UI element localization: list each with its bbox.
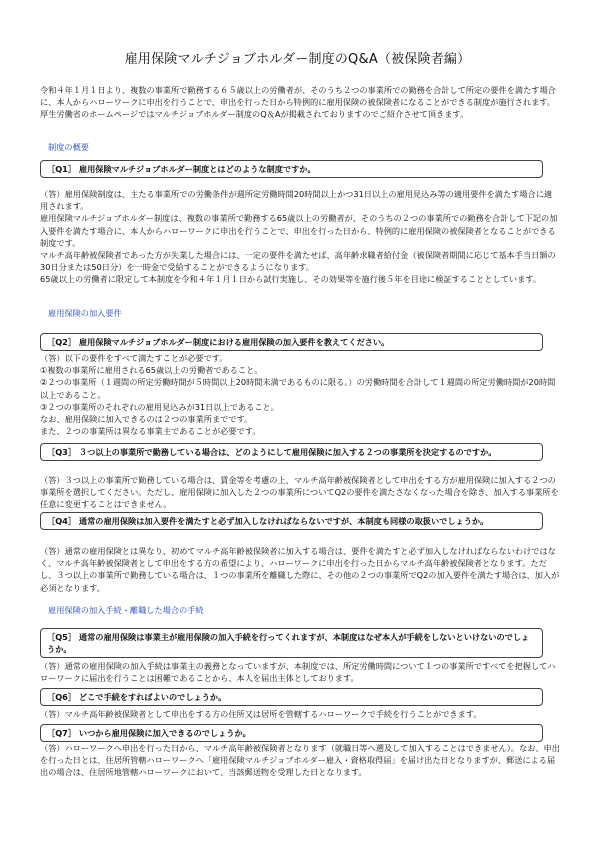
question-box-q2 [40, 333, 543, 351]
question-box-q3 [40, 443, 543, 461]
question-box-q5 [40, 628, 543, 658]
question-q5: ［Q5］ 通常の雇用保険は事業主が雇用保険の加入手続を行ってくれますが、本制度はなぜ本人が手続をしないといけないのでしょうか。 [47, 632, 530, 654]
section-heading-procedures: 雇用保険の加入手続・離職した場合の手続 [48, 605, 204, 615]
question-box-q1 [40, 160, 543, 178]
question-q6: ［Q6］ どこで手続をすればよいのでしょうか。 [47, 692, 227, 702]
section-heading-overview: 制度の概要 [48, 142, 89, 152]
page-title: 雇用保険マルチジョブホルダー制度のQ&A（被保険者編） [124, 52, 471, 67]
question-box-q4 [40, 512, 543, 530]
answer-a3: （答）３つ以上の事業所で勤務している場合は、賃金等を考慮の上、マルチ高年齢被保険者として申出をする方が雇用保険に加入する２つの事業所を選択してください。ただし、雇用保険に加入した２つの事業所についてQ2の要件を満たさなくなった場合を除き、加入する事業所を任意に変更することはできません。 [40, 475, 559, 510]
question-q3: ［Q3］ ３つ以上の事業所で勤務している場合は、どのようにして雇用保険に加入する２つの事業所を決定するのですか。 [47, 447, 497, 457]
answer-a6: （答）マルチ高年齢被保険者として申出をする方の住所又は居所を管轄するハローワークで手続を行うことができます。 [40, 709, 482, 719]
question-box-q7 [40, 724, 543, 742]
question-q7: ［Q7］ いつから雇用保険に加入できるのでしょうか。 [47, 728, 251, 738]
answer-a4: （答）通常の雇用保険とは異なり、初めてマルチ高年齢被保険者に加入する場合は、要件を満たすと必ず加入しなければならないわけではなく、マルチ高年齢被保険者として申出をする方の希望により、ハローワークに申出を行った日からマルチ高年齢被保険者となります。ただし、３つ以上の事業所で勤務している場合は、１つの事業所を離職した際に、その他の２つの事業所でQ2の加入要件を満たす場合は、加入が必須となります。 [40, 546, 560, 593]
answer-a1: （答）雇用保険制度は、主たる事業所での労働条件が週所定労働時間20時間以上かつ31日以上の雇用見込み等の適用要件を満たす場合に適用されます。 雇用保険マルチジョブホルダー制度は、複数の事業所で勤務する65歳以上の労働者が、そのうちの２つの事業所での勤務を合計して下記の加入要件を満たす場合に、本人からハローワークに申出を行うことで、申出を行った日から、特例的に雇用保険の被保険者となることができる制度です。 マルチ高年齢被保険者であった方が失業した場合には、一定の要件を満たせば、高年齢求職者給付金（被保険者期間に応じて基本手当日額の30日分または50日分）を一時金で受給することができるようになります。 65歳以上の労働者に限定して本制度を令和４年１月１日から試行実施し、その効果等を施行後５年を目途に検証することとしています。 [40, 189, 558, 285]
intro-paragraph: 令和４年１月１日より、複数の事業所で勤務する６５歳以上の労働者が、そのうち２つの事業所での勤務を合計して所定の要件を満たす場合に、本人からハローワークに申出を行うことで、申出を行った日から特例的に雇用保険の被保険者になることができる制度が施行されます。厚生労働省のホームページではマルチジョブホルダー制度のQ＆Aが掲載されておりますのでご紹介させて頂きます。 [40, 85, 556, 120]
question-box-q6 [40, 688, 543, 706]
question-q2: ［Q2］ 雇用保険マルチジョブホルダー制度における雇用保険の加入要件を教えてください。 [47, 337, 390, 347]
question-q4: ［Q4］ 通常の雇用保険は加入要件を満たすと必ず加入しなければならないですが、本制度も同様の取扱いでしょうか。 [47, 516, 489, 526]
question-q1: ［Q1］ 雇用保険マルチジョブホルダー制度とはどのような制度ですか。 [47, 164, 316, 174]
answer-a7: （答）ハローワークへ申出を行った日から、マルチ高年齢被保険者となります（就職日等へ遡及して加入することはできません）。なお、申出を行った日とは、住居所管轄ハローワークへ「雇用保険マルチジョブホルダー雇入・資格取得届」を届け出た日となりますが、郵送による届出の場合は、住居所地管轄ハローワークにおいて、当該郵送物を受理した日となります。 [40, 743, 560, 778]
answer-a2: （答）以下の要件をすべて満たすことが必要です。 ①複数の事業所に雇用される65歳以上の労働者であること。 ②２つの事業所（１週間の所定労働時間が５時間以上20時間未満であるものに限る。）の労働時間を合計して１週間の所定労働時間が20時間以上であること。 ③２つの事業所のそれぞれの雇用見込みが31日以上であること。 なお、雇用保険に加入できるのは２つの事業所までです。 また、２つの事業所は異なる事業主であることが必要です。 [40, 353, 556, 437]
answer-a5: （答）通常の雇用保険の加入手続は事業主の義務となっていますが、本制度では、所定労働時間について１つの事業所ですべてを把握してハローワークに届出を行うことは困難であることから、本人を届出主体としております。 [40, 661, 556, 684]
section-heading-requirements: 雇用保険の加入要件 [48, 308, 122, 318]
